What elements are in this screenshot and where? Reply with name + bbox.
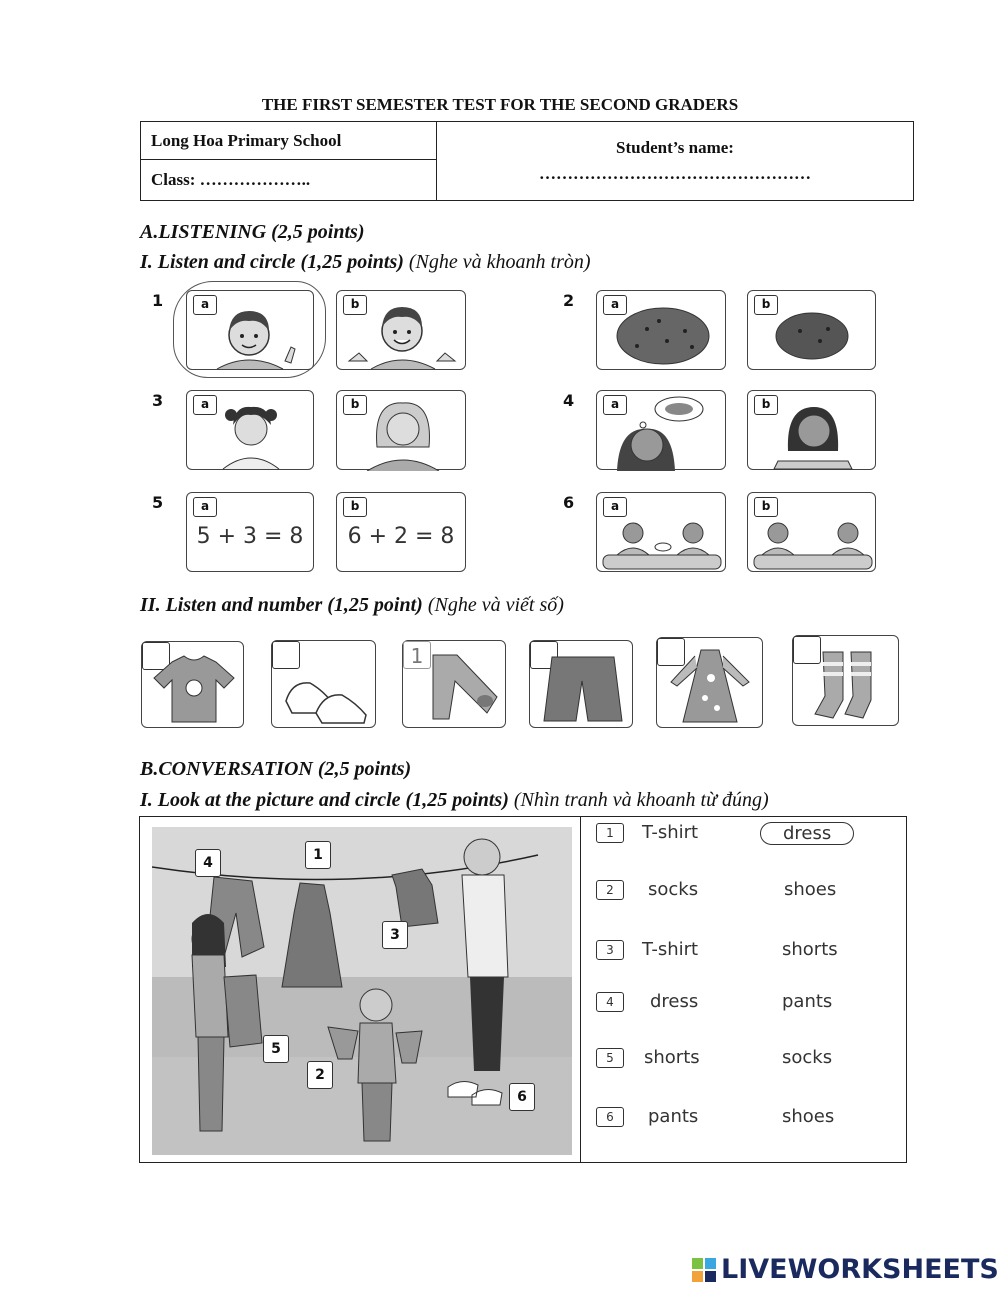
word-choice-row [596,1045,896,1075]
option-card[interactable] [186,390,314,470]
hungry-girl-icon [597,391,727,471]
scene-tag-1: 1 [305,841,331,869]
listen-number-note: (Nghe và viết số) [427,594,564,616]
big-cookie-icon [597,291,727,371]
listen-circle-heading [140,251,591,274]
option-card[interactable] [747,390,876,470]
girl-dark-hair-icon [187,391,315,471]
clothing-card [529,640,633,728]
option-tag: a [193,497,217,517]
row-number: 5 [596,1048,624,1068]
test-title: THE FIRST SEMESTER TEST FOR THE SECOND GRADERS [261,95,739,114]
question-number: 3 [152,391,164,410]
option-tag: b [754,295,778,315]
listen-number-heading [140,594,564,617]
option-card[interactable] [596,492,726,572]
word-choice-row [596,877,896,907]
word-option-left[interactable]: pants [648,1106,699,1127]
scene-tag-3: 3 [382,921,408,949]
look-circle-title: I. Look at the picture and circle (1,25 points) [140,789,509,811]
question-number: 6 [563,493,575,512]
word-choice-row [596,989,896,1019]
question-number: 4 [563,391,575,410]
option-tag: b [754,497,778,517]
row-number: 1 [596,823,624,843]
look-circle-note: (Nhìn tranh và khoanh từ đúng) [513,789,769,811]
small-cookie-icon [748,291,877,371]
option-tag: a [603,497,627,517]
liveworksheets-brand[interactable]: LIVEWORKSHEETS [721,1254,999,1285]
school-name: Long Hoa Primary School [141,122,437,160]
option-card[interactable] [336,492,466,572]
children-eating-icon [748,493,877,573]
word-option-left[interactable]: T-shirt [642,822,699,843]
word-option-right[interactable]: shoes [784,879,837,900]
word-option-right-circled[interactable]: dress [760,822,854,845]
equation-text: 6 + 2 = 8 [347,524,455,549]
divider [580,817,581,1162]
scene-tag-2: 2 [307,1061,333,1089]
clothing-card [402,640,506,728]
option-card[interactable] [596,390,726,470]
word-choice-row [596,820,896,850]
thirsty-girl-icon [748,391,877,471]
number-input[interactable]: 1 [403,641,431,669]
look-circle-heading [140,789,769,812]
liveworksheets-logo-icon [692,1258,718,1284]
listening-heading: A.LISTENING (2,5 points) [140,221,365,243]
option-tag: a [603,295,627,315]
word-choice-row [596,937,896,967]
row-number: 4 [596,992,624,1012]
student-info-table [140,121,914,201]
clothing-card [656,637,763,728]
option-card[interactable] [747,290,876,370]
student-name-cell [437,122,914,201]
word-choice-row [596,1104,896,1134]
option-tag: a [193,395,217,415]
word-option-right[interactable]: socks [782,1047,833,1068]
option-card[interactable] [336,290,466,370]
option-tag: a [603,395,627,415]
option-card[interactable] [596,290,726,370]
option-tag: b [343,395,367,415]
row-number: 3 [596,940,624,960]
pants-icon [403,641,507,729]
equation-text: 5 + 3 = 8 [196,524,304,549]
question-number: 1 [152,291,164,310]
student-name-label: Student’s name: [616,138,734,157]
class-field[interactable]: Class: ……………….. [141,160,437,201]
question-number: 5 [152,493,164,512]
word-option-left[interactable]: shorts [644,1047,700,1068]
word-option-left[interactable]: socks [648,879,699,900]
word-option-left[interactable]: T-shirt [642,939,699,960]
scene-tag-6: 6 [509,1083,535,1111]
boy-waving-icon [337,291,467,371]
word-option-right[interactable]: shorts [782,939,838,960]
dress-icon [657,638,764,729]
shorts-icon [530,641,634,729]
row-number: 2 [596,880,624,900]
option-card[interactable] [186,492,314,572]
word-option-right[interactable]: shoes [782,1106,835,1127]
option-card[interactable] [336,390,466,470]
scene-tag-5: 5 [263,1035,289,1063]
socks-icon [793,636,900,727]
shoes-icon [272,641,377,729]
listen-circle-note: (Nghe và khoanh tròn) [408,251,591,273]
option-tag: a [193,295,217,315]
word-option-left[interactable]: dress [650,991,699,1012]
boy-icon [187,291,315,371]
clothing-card [271,640,376,728]
conversation-heading: B.CONVERSATION (2,5 points) [140,758,412,780]
option-tag: b [754,395,778,415]
woman-blonde-icon [337,391,467,471]
clothing-card [792,635,899,726]
student-name-field[interactable]: ………………………………………… [539,164,811,183]
children-sharing-icon [597,493,727,573]
scene-tag-4: 4 [195,849,221,877]
word-option-right[interactable]: pants [782,991,833,1012]
row-number: 6 [596,1107,624,1127]
option-tag: b [343,497,367,517]
option-card[interactable] [747,492,876,572]
question-number: 2 [563,291,575,310]
option-card[interactable] [186,290,314,370]
option-tag: b [343,295,367,315]
t-shirt-icon [142,642,245,729]
clothing-card [141,641,244,728]
listen-circle-title: I. Listen and circle (1,25 points) [140,251,404,273]
listen-number-title: II. Listen and number (1,25 point) [140,594,423,616]
